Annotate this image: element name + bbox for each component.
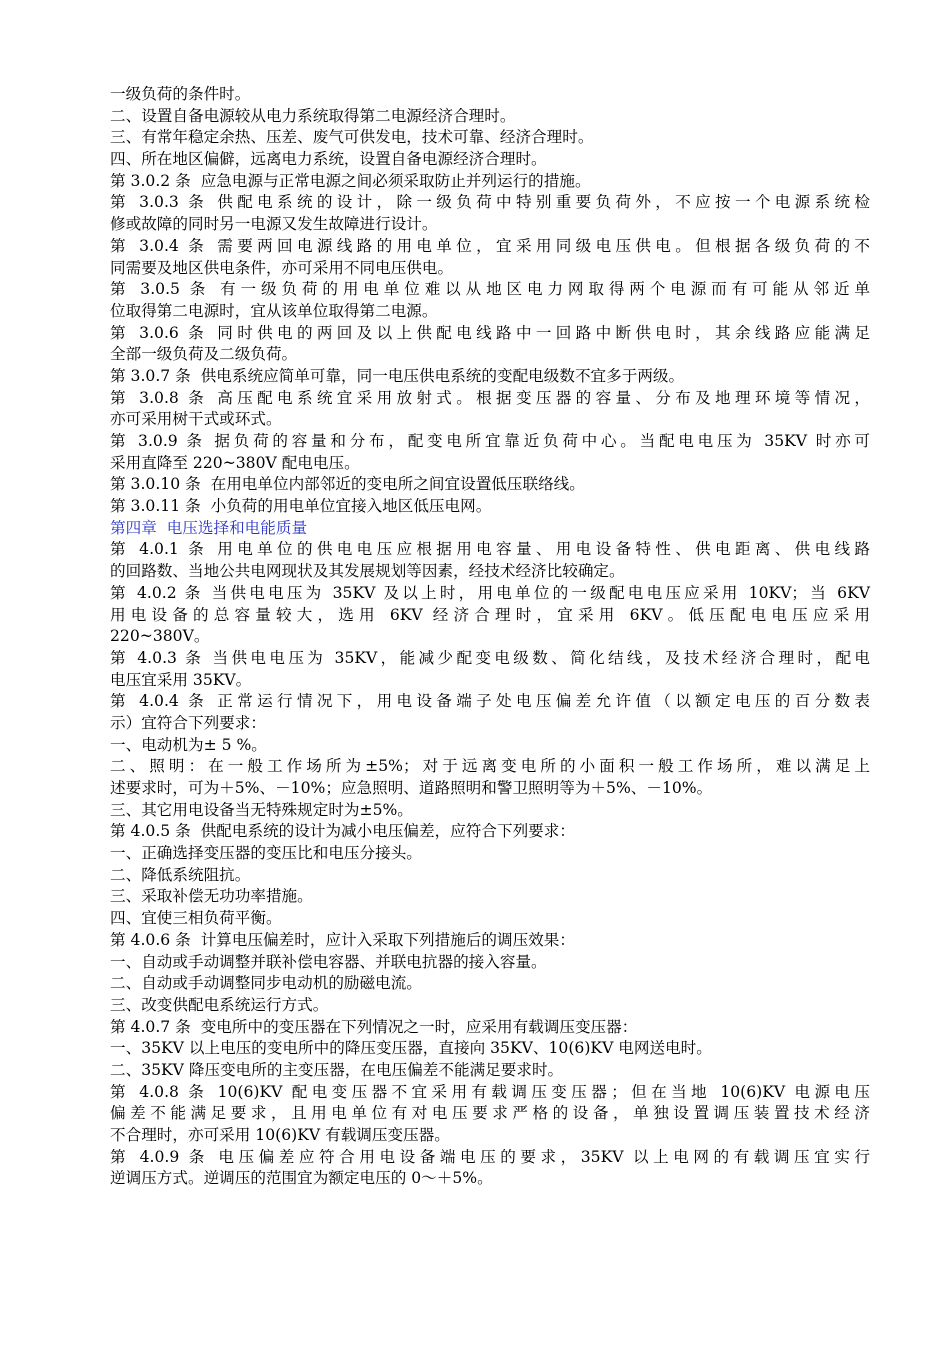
- text-line: 示）宜符合下列要求：: [110, 713, 266, 732]
- text-line: 修或故障的同时另一电源又发生故障进行设计。: [110, 215, 438, 234]
- text-line: 第 4.0.4 条 正常运行情况下，用电设备端子处电压偏差允许值（以额定电压的百分数表: [110, 692, 870, 711]
- text-line: 第 4.0.8 条 10(6)KV 配电变压器不宜采用有载调压变压器；但在当地 10(6)KV 电源电压: [110, 1082, 870, 1101]
- text-line: 三、采取补偿无功功率措施。: [110, 887, 313, 906]
- text-line: 第 3.0.10 条 在用电单位内部邻近的变电所之间宜设置低压联络线。: [110, 475, 585, 494]
- text-line: 一、电动机为± 5 %。: [110, 735, 267, 754]
- document-page: [110, 84, 870, 1190]
- text-line: 第 3.0.11 条 小负荷的用电单位宜接入地区低压电网。: [110, 497, 492, 516]
- text-line: 电压宜采用 35KV。: [110, 670, 252, 689]
- text-line: 第 3.0.7 条 供电系统应简单可靠，同一电压供电系统的变配电级数不宜多于两级。: [110, 366, 685, 385]
- text-line: 二、自动或手动调整同步电动机的励磁电流。: [110, 974, 422, 993]
- text-line: 第 4.0.6 条 计算电压偏差时，应计入采取下列措施后的调压效果：: [110, 930, 575, 949]
- text-line: 的回路数、当地公共电网现状及其发展规划等因素，经技术经济比较确定。: [110, 562, 625, 581]
- text-line: 第 4.0.1 条 用电单位的供电电压应根据用电容量、用电设备特性、供电距离、供电线路: [110, 540, 870, 559]
- text-line: 偏差不能满足要求，且用电单位有对电压要求严格的设备，单独设置调压装置技术经济: [110, 1104, 870, 1123]
- text-line: 第 3.0.3 条 供配电系统的设计，除一级负荷中特别重要负荷外，不应按一个电源系统检: [110, 193, 870, 212]
- text-line: 三、有常年稳定余热、压差、废气可供发电，技术可靠、经济合理时。: [110, 128, 594, 147]
- text-line: 全部一级负荷及二级负荷。: [110, 345, 298, 364]
- text-line: 用电设备的总容量较大，选用 6KV 经济合理时，宜采用 6KV。低压配电电压应采用: [110, 605, 870, 624]
- text-line: 第 3.0.6 条 同时供电的两回及以上供配电线路中一回路中断供电时，其余线路应能满足: [110, 323, 870, 342]
- text-line: 一、自动或手动调整并联补偿电容器、并联电抗器的接入容量。: [110, 952, 547, 971]
- text-line: 第 4.0.7 条 变电所中的变压器在下列情况之一时，应采用有载调压变压器：: [110, 1017, 638, 1036]
- text-line: 二、降低系统阻抗。: [110, 865, 251, 884]
- text-line: 第 3.0.9 条 据负荷的容量和分布，配变电所宜靠近负荷中心。当配电电压为 35KV 时亦可: [110, 432, 870, 450]
- text-line: 220~380V。: [110, 627, 210, 646]
- text-line: 一、35KV 以上电压的变电所中的降压变压器，直接向 35KV、10(6)KV 电网送电时。: [110, 1039, 712, 1058]
- text-line: 同需要及地区供电条件，亦可采用不同电压供电。: [110, 258, 454, 277]
- text-line: 三、改变供配电系统运行方式。: [110, 995, 329, 1014]
- text-line: 四、所在地区偏僻，远离电力系统，设置自备电源经济合理时。: [110, 150, 547, 169]
- text-line: 不合理时，亦可采用 10(6)KV 有载调压变压器。: [110, 1126, 450, 1144]
- text-line: 述要求时，可为＋5%、－10%；应急照明、道路照明和警卫照明等为＋5%、－10%。: [110, 779, 713, 797]
- text-line: 二、照明：在一般工作场所为±5%；对于远离变电所的小面积一般工作场所，难以满足上: [110, 757, 870, 776]
- text-line: 三、其它用电设备当无特殊规定时为±5%。: [110, 800, 413, 819]
- text-line: 第 3.0.5 条 有一级负荷的用电单位难以从地区电力网取得两个电源而有可能从邻近单: [110, 280, 870, 299]
- chapter-heading: 第四章 电压选择和电能质量: [110, 518, 308, 537]
- text-line: 一、正确选择变压器的变压比和电压分接头。: [110, 844, 422, 863]
- text-line: 第 4.0.2 条 当供电电压为 35KV 及以上时，用电单位的一级配电电压应采用 10KV；当 6KV: [110, 583, 870, 602]
- text-line: 第 4.0.9 条 电压偏差应符合用电设备端电压的要求，35KV 以上电网的有载调压宜实行: [110, 1147, 870, 1166]
- text-line: 二、35KV 降压变电所的主变压器，在电压偏差不能满足要求时。: [110, 1060, 564, 1079]
- text-line: 二、设置自备电源较从电力系统取得第二电源经济合理时。: [110, 106, 516, 125]
- text-line: 第 4.0.3 条 当供电电压为 35KV，能减少配变电级数、简化结线，及技术经济合理时，配电: [110, 648, 870, 667]
- text-line: 逆调压方式。逆调压的范围宜为额定电压的 0～＋5%。: [110, 1169, 493, 1188]
- text-line: 位取得第二电源时，宜从该单位取得第二电源。: [110, 301, 438, 320]
- text-line: 亦可采用树干式或环式。: [110, 410, 282, 429]
- text-line: 一级负荷的条件时。: [110, 85, 251, 103]
- text-line: 采用直降至 220~380V 配电电压。: [110, 453, 360, 472]
- text-line: 第 3.0.8 条 高压配电系统宜采用放射式。根据变压器的容量、分布及地理环境等情况，: [110, 388, 870, 407]
- text-line: 第 4.0.5 条 供配电系统的设计为减小电压偏差，应符合下列要求：: [110, 822, 575, 841]
- text-line: 四、宜使三相负荷平衡。: [110, 909, 282, 928]
- text-line: 第 3.0.2 条 应急电源与正常电源之间必须采取防止并列运行的措施。: [110, 171, 591, 190]
- text-line: 第 3.0.4 条 需要两回电源线路的用电单位，宜采用同级电压供电。但根据各级负荷的不: [110, 236, 870, 255]
